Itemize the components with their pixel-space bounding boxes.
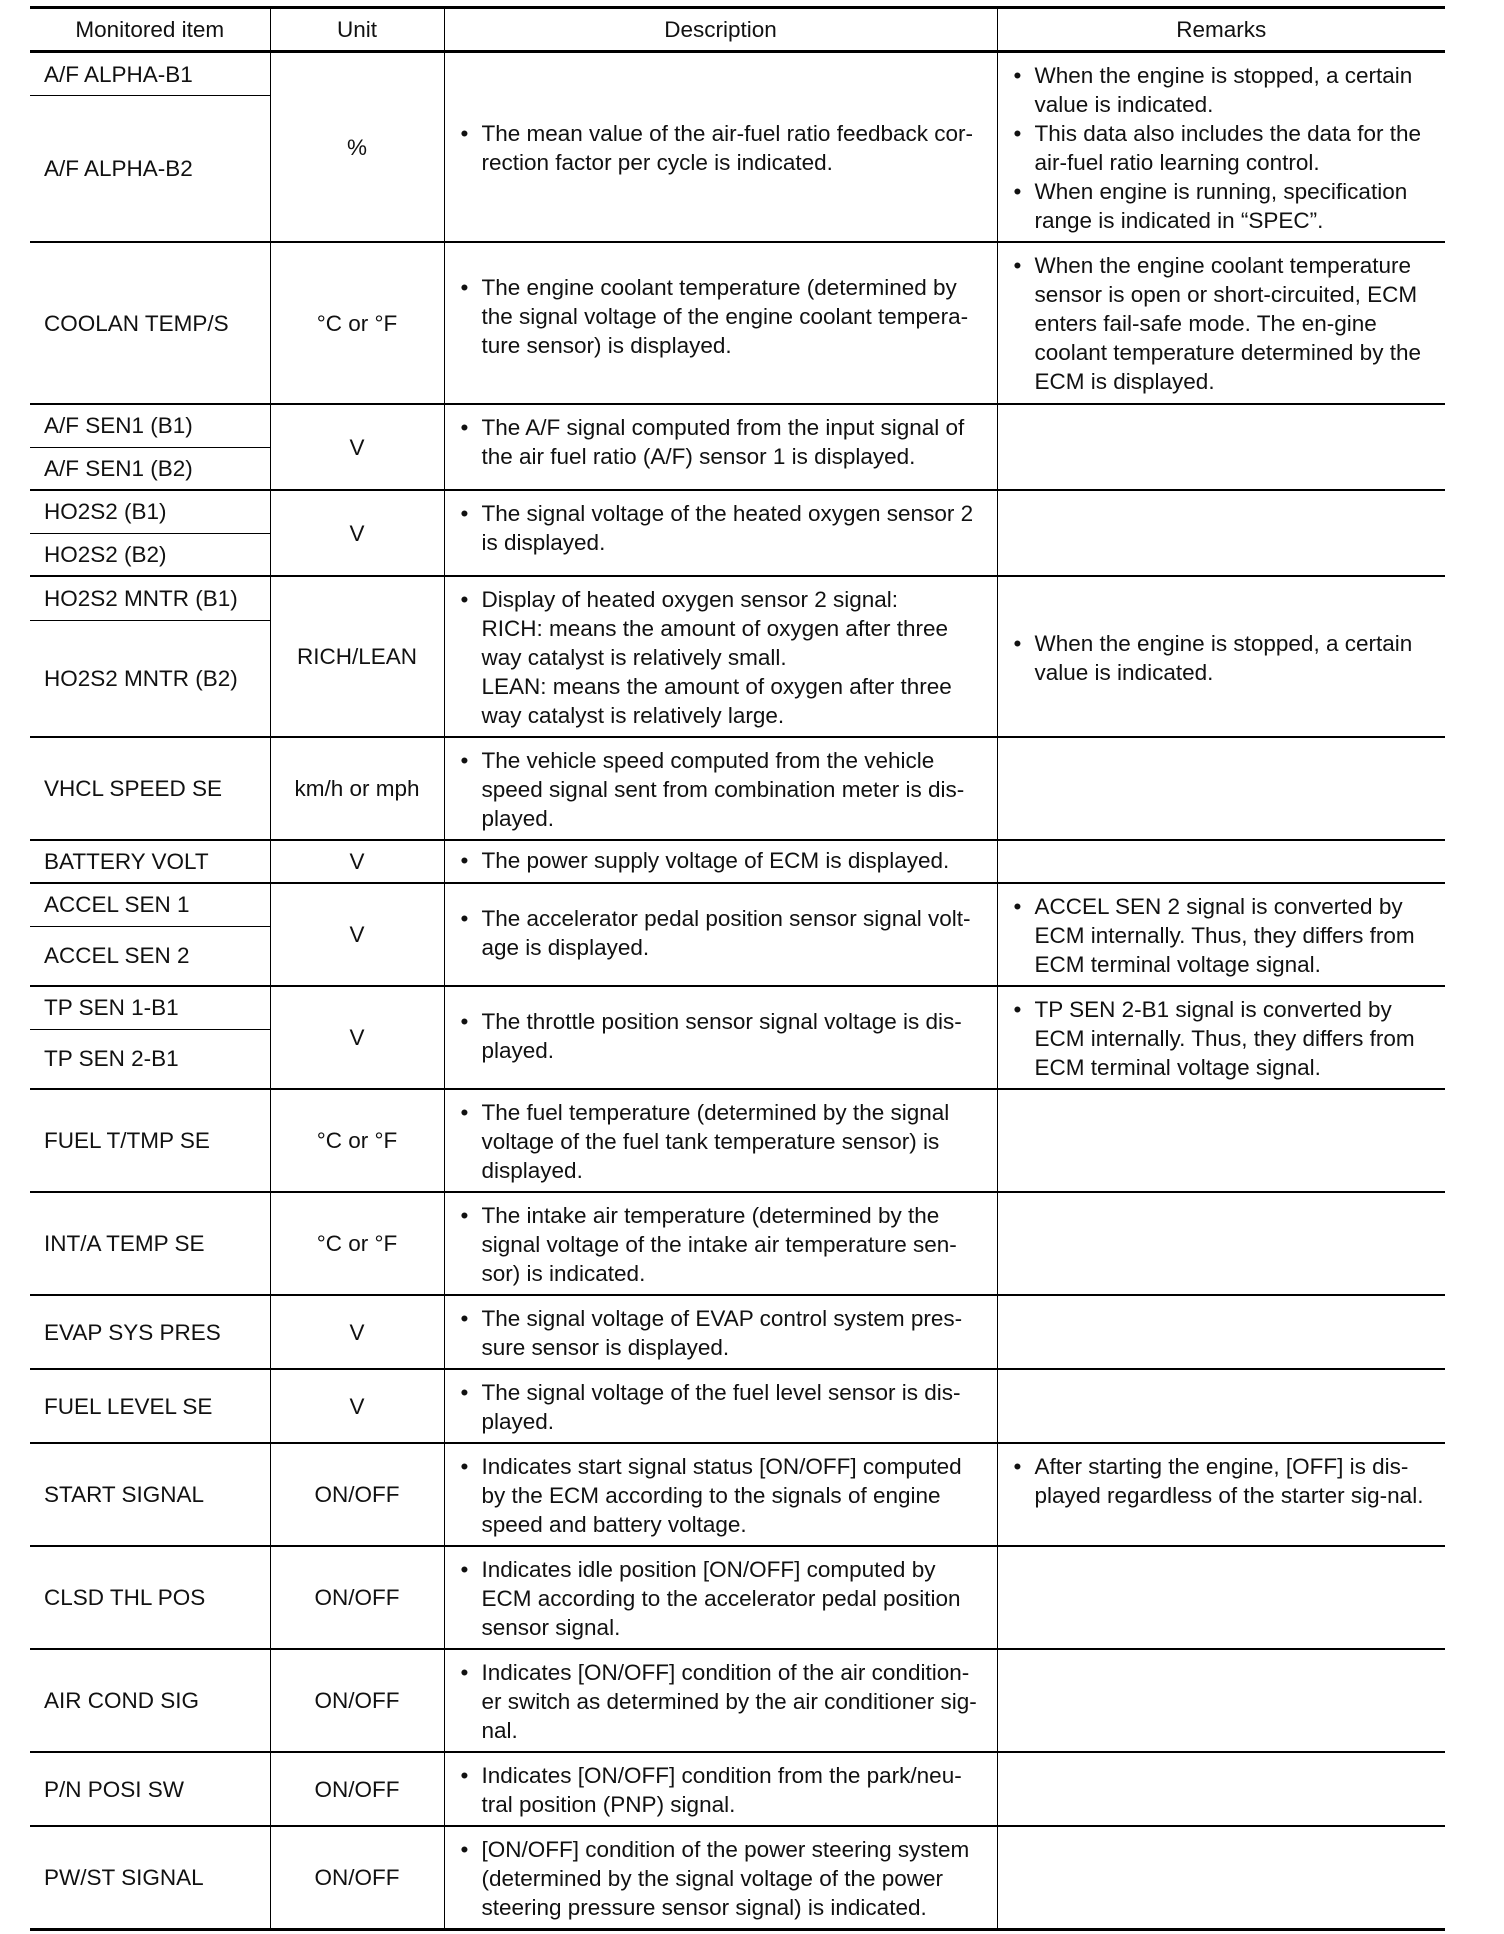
- remarks-bullet: • ACCEL SEN 2 signal is converted by ECM internally. Thus, they differs from ECM terminal voltage signal.: [1012, 892, 1436, 979]
- table-row: [30, 242, 1445, 404]
- table-row: [30, 576, 1445, 620]
- remarks-cell: [997, 737, 1445, 840]
- header-unit: Unit: [270, 8, 444, 52]
- monitor-item-table-page: [30, 6, 1445, 1931]
- description-cell: [444, 1752, 997, 1826]
- table-row: [30, 737, 1445, 840]
- item-cell: A/F ALPHA-B1: [30, 52, 270, 96]
- description-bullet: • The power supply voltage of ECM is displayed.: [459, 846, 987, 875]
- item-cell: HO2S2 MNTR (B2): [30, 620, 270, 737]
- description-bullet: • The accelerator pedal position sensor signal volt-age is displayed.: [459, 904, 987, 962]
- remarks-bullet: • This data also includes the data for the air-fuel ratio learning control.: [1012, 119, 1436, 177]
- description-cell: [444, 242, 997, 404]
- item-cell: HO2S2 MNTR (B1): [30, 576, 270, 620]
- remarks-cell: [997, 840, 1445, 883]
- item-cell: COOLAN TEMP/S: [30, 242, 270, 404]
- description-bullet: • [ON/OFF] condition of the power steering system (determined by the signal voltage of the power steering pressure sensor signal) is indicated.: [459, 1835, 987, 1922]
- unit-cell: °C or °F: [270, 1089, 444, 1192]
- header-description: Description: [444, 8, 997, 52]
- description-bullet: [459, 585, 987, 730]
- unit-cell: V: [270, 1369, 444, 1443]
- item-cell: PW/ST SIGNAL: [30, 1826, 270, 1930]
- description-bullet: • The engine coolant temperature (determined by the signal voltage of the engine coolant tempera-ture sensor) is displayed.: [459, 273, 987, 360]
- description-cell: [444, 986, 997, 1089]
- item-cell: EVAP SYS PRES: [30, 1295, 270, 1369]
- unit-cell: ON/OFF: [270, 1649, 444, 1752]
- item-cell: P/N POSI SW: [30, 1752, 270, 1826]
- item-cell: A/F ALPHA-B2: [30, 96, 270, 242]
- remarks-cell: [997, 986, 1445, 1089]
- table-row: [30, 1752, 1445, 1826]
- description-cell: [444, 490, 997, 576]
- description-bullet: • The signal voltage of the heated oxygen sensor 2 is displayed.: [459, 499, 987, 557]
- unit-cell: ON/OFF: [270, 1752, 444, 1826]
- remarks-bullet: • After starting the engine, [OFF] is dis-played regardless of the starter sig-nal.: [1012, 1452, 1436, 1510]
- header-remarks: Remarks: [997, 8, 1445, 52]
- monitor-item-table: [30, 6, 1445, 1931]
- table-row: [30, 52, 1445, 96]
- item-cell: START SIGNAL: [30, 1443, 270, 1546]
- table-row: [30, 1192, 1445, 1295]
- description-line: LEAN: means the amount of oxygen after three way catalyst is relatively large.: [481, 674, 952, 728]
- table-row: [30, 1649, 1445, 1752]
- description-line: RICH: means the amount of oxygen after three way catalyst is relatively small.: [481, 616, 948, 670]
- description-cell: [444, 1369, 997, 1443]
- unit-cell: km/h or mph: [270, 737, 444, 840]
- remarks-cell: [997, 1546, 1445, 1649]
- description-bullet: • The intake air temperature (determined by the signal voltage of the intake air temperature sen-sor) is indicated.: [459, 1201, 987, 1288]
- description-bullet: • The mean value of the air-fuel ratio feedback cor-rection factor per cycle is indicated.: [459, 119, 987, 177]
- remarks-cell: [997, 52, 1445, 243]
- remarks-bullet: • When the engine is stopped, a certain value is indicated.: [1012, 61, 1436, 119]
- description-cell: [444, 1443, 997, 1546]
- item-cell: BATTERY VOLT: [30, 840, 270, 883]
- remarks-cell: [997, 1826, 1445, 1930]
- header-row: [30, 8, 1445, 52]
- description-cell: [444, 404, 997, 490]
- item-cell: FUEL T/TMP SE: [30, 1089, 270, 1192]
- description-cell: [444, 1089, 997, 1192]
- item-cell: VHCL SPEED SE: [30, 737, 270, 840]
- unit-cell: ON/OFF: [270, 1826, 444, 1930]
- table-row: [30, 1443, 1445, 1546]
- remarks-cell: [997, 576, 1445, 737]
- unit-cell: %: [270, 52, 444, 243]
- description-cell: [444, 576, 997, 737]
- table-row: [30, 1295, 1445, 1369]
- table-row: [30, 1369, 1445, 1443]
- item-cell: HO2S2 (B2): [30, 533, 270, 576]
- remarks-cell: [997, 490, 1445, 576]
- description-cell: [444, 1649, 997, 1752]
- remarks-cell: [997, 1752, 1445, 1826]
- remarks-bullet: • When engine is running, specification range is indicated in “SPEC”.: [1012, 177, 1436, 235]
- item-cell: ACCEL SEN 2: [30, 926, 270, 986]
- description-bullet: • Indicates idle position [ON/OFF] computed by ECM according to the accelerator pedal position sensor signal.: [459, 1555, 987, 1642]
- description-bullet: • The A/F signal computed from the input signal of the air fuel ratio (A/F) sensor 1 is displayed.: [459, 413, 987, 471]
- remarks-bullet: • When the engine is stopped, a certain value is indicated.: [1012, 629, 1436, 687]
- unit-cell: ON/OFF: [270, 1546, 444, 1649]
- description-cell: [444, 1295, 997, 1369]
- remarks-cell: [997, 1443, 1445, 1546]
- remarks-cell: [997, 1295, 1445, 1369]
- remarks-cell: [997, 242, 1445, 404]
- description-bullet: • Indicates [ON/OFF] condition of the air condition-er switch as determined by the air conditioner sig-nal.: [459, 1658, 987, 1745]
- item-cell: ACCEL SEN 1: [30, 883, 270, 926]
- remarks-cell: [997, 1649, 1445, 1752]
- table-row: [30, 1826, 1445, 1930]
- remarks-cell: [997, 404, 1445, 490]
- unit-cell: V: [270, 1295, 444, 1369]
- description-cell: [444, 840, 997, 883]
- unit-cell: V: [270, 490, 444, 576]
- item-cell: CLSD THL POS: [30, 1546, 270, 1649]
- remarks-cell: [997, 1089, 1445, 1192]
- item-cell: INT/A TEMP SE: [30, 1192, 270, 1295]
- description-cell: [444, 52, 997, 243]
- table-row: [30, 986, 1445, 1029]
- remarks-cell: [997, 1369, 1445, 1443]
- unit-cell: V: [270, 840, 444, 883]
- header-monitored-item: Monitored item: [30, 8, 270, 52]
- item-cell: A/F SEN1 (B1): [30, 404, 270, 447]
- table-row: [30, 1089, 1445, 1192]
- remarks-bullet: • TP SEN 2-B1 signal is converted by ECM internally. Thus, they differs from ECM terminal voltage signal.: [1012, 995, 1436, 1082]
- item-cell: A/F SEN1 (B2): [30, 447, 270, 490]
- remarks-bullet: • When the engine coolant temperature sensor is open or short-circuited, ECM enters fail-safe mode. The en-gine coolant temperature determined by the ECM is displayed.: [1012, 251, 1436, 396]
- table-row: [30, 490, 1445, 533]
- remarks-cell: [997, 883, 1445, 986]
- unit-cell: V: [270, 404, 444, 490]
- description-cell: [444, 737, 997, 840]
- description-bullet: • Indicates [ON/OFF] condition from the park/neu-tral position (PNP) signal.: [459, 1761, 987, 1819]
- description-bullet: • The throttle position sensor signal voltage is dis-played.: [459, 1007, 987, 1065]
- description-bullet: • The vehicle speed computed from the vehicle speed signal sent from combination meter is dis-played.: [459, 746, 987, 833]
- item-cell: AIR COND SIG: [30, 1649, 270, 1752]
- description-cell: [444, 1192, 997, 1295]
- description-cell: [444, 1826, 997, 1930]
- description-cell: [444, 1546, 997, 1649]
- table-row: [30, 840, 1445, 883]
- table-row: [30, 1546, 1445, 1649]
- unit-cell: RICH/LEAN: [270, 576, 444, 737]
- table-row: [30, 883, 1445, 926]
- item-cell: TP SEN 1-B1: [30, 986, 270, 1029]
- unit-cell: °C or °F: [270, 242, 444, 404]
- description-line: • Display of heated oxygen sensor 2 signal:: [481, 587, 899, 612]
- unit-cell: V: [270, 883, 444, 986]
- table-row: [30, 404, 1445, 447]
- description-cell: [444, 883, 997, 986]
- unit-cell: ON/OFF: [270, 1443, 444, 1546]
- item-cell: TP SEN 2-B1: [30, 1029, 270, 1089]
- description-bullet: • The signal voltage of the fuel level sensor is dis-played.: [459, 1378, 987, 1436]
- item-cell: FUEL LEVEL SE: [30, 1369, 270, 1443]
- remarks-cell: [997, 1192, 1445, 1295]
- description-bullet: • The signal voltage of EVAP control system pres-sure sensor is displayed.: [459, 1304, 987, 1362]
- item-cell: HO2S2 (B1): [30, 490, 270, 533]
- unit-cell: V: [270, 986, 444, 1089]
- unit-cell: °C or °F: [270, 1192, 444, 1295]
- description-bullet: • Indicates start signal status [ON/OFF] computed by the ECM according to the signals of engine speed and battery voltage.: [459, 1452, 987, 1539]
- description-bullet: • The fuel temperature (determined by the signal voltage of the fuel tank temperature sensor) is displayed.: [459, 1098, 987, 1185]
